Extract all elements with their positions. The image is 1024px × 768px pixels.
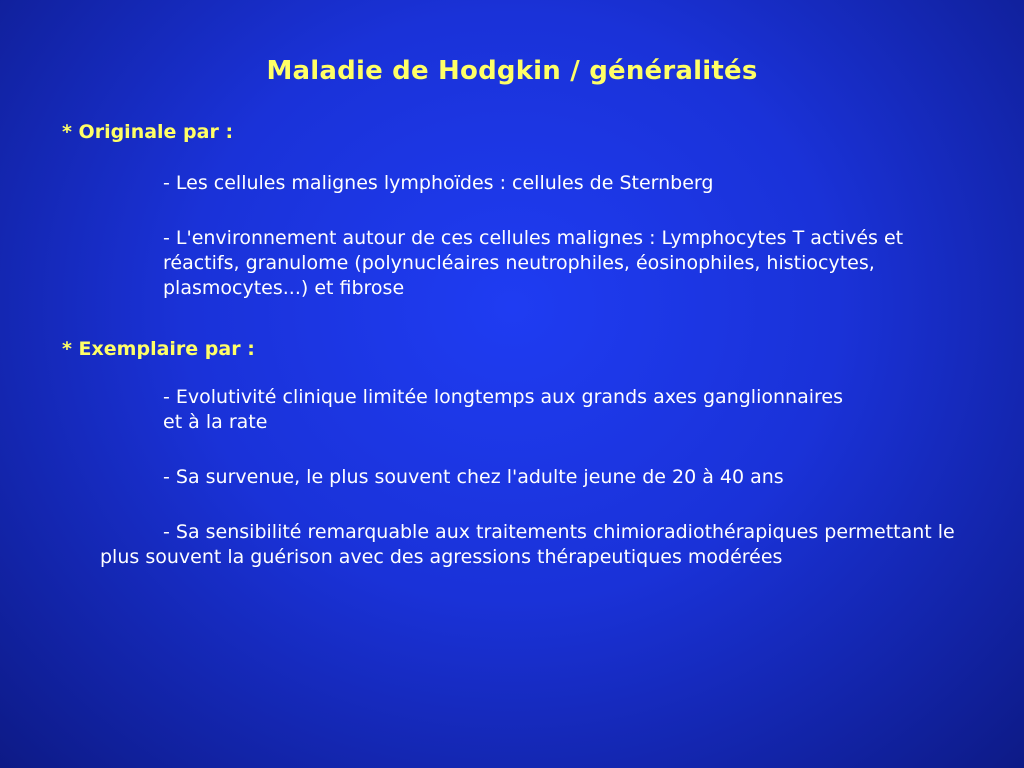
bullet-environnement: - L'environnement autour de ces cellules malignes : Lymphocytes T activés et réactifs, granulome (polynucléaires neutrophiles, éosinophiles, histiocytes, plasmocytes...) et fibrose — [163, 227, 904, 299]
section-heading-exemplaire: * Exemplaire par : — [62, 338, 255, 360]
bullet-survenue: - Sa survenue, le plus souvent chez l'adulte jeune de 20 à 40 ans — [163, 466, 784, 488]
slide-title: Maladie de Hodgkin / généralités — [266, 56, 758, 86]
bullet-sensibilite: - Sa sensibilité remarquable aux traitements chimioradiothérapiques permettant le plus souvent la guérison avec des agressions thérapeutiques modérées — [100, 521, 955, 568]
bullet-evolutivite: - Evolutivité clinique limitée longtemps aux grands axes ganglionnaires et à la rate — [163, 386, 843, 433]
section-heading-originale: * Originale par : — [62, 121, 234, 143]
bullet-cellules-sternberg: - Les cellules malignes lymphoïdes : cellules de Sternberg — [163, 172, 714, 194]
